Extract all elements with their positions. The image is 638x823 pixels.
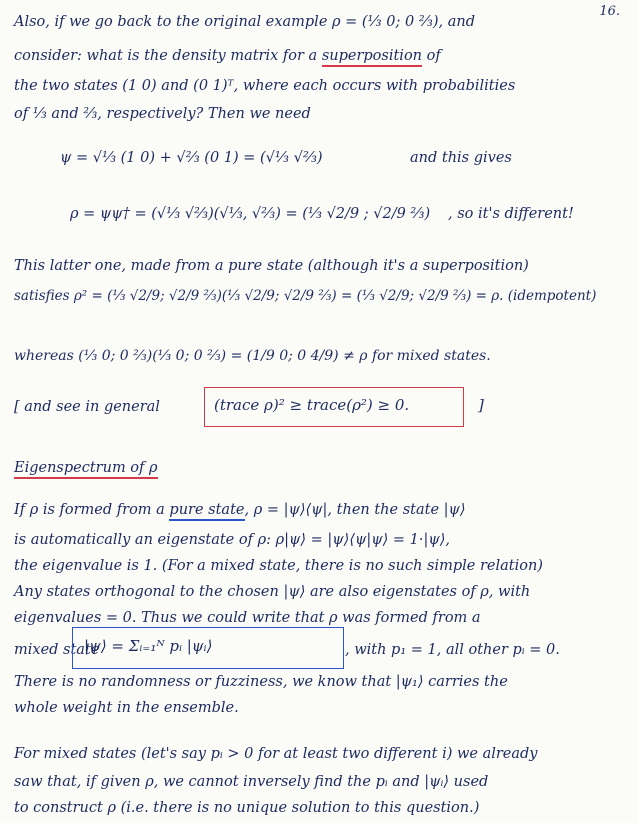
section-title-text: Eigenspectrum of ρ [14,460,158,479]
eigen-line-4: Any states orthogonal to the chosen |ψ⟩ are also eigenstates of ρ, with [14,584,531,600]
eigen-line-1-a: If ρ is formed from a [14,502,170,518]
eigen-line-6-a: mixed state [14,642,100,658]
latter-line-1: This latter one, made from a pure state (although it's a superposition) [14,258,529,274]
page-number: 16. [599,4,620,19]
intro-line-2-c: of [422,48,441,64]
mixed-line-2: saw that, if given ρ, we cannot inversely find the pᵢ and |ψᵢ⟩ used [14,774,489,790]
eigen-line-6-c: , with p₁ = 1, all other pᵢ = 0. [345,642,560,658]
equation-rho-note: , so it's different! [448,206,574,222]
eigen-line-1 [14,500,466,520]
general-open: [ and see in general [14,399,160,415]
eigen-line-5: eigenvalues = 0. Thus we could write that ρ was formed from a [14,610,481,626]
pure-state-underlined: pure state [169,502,244,521]
intro-line-2 [14,46,441,66]
eigen-line-3: the eigenvalue is 1. (For a mixed state, there is no such simple relation) [14,558,543,574]
eigen-line-1-c: , ρ = |ψ⟩⟨ψ|, then the state |ψ⟩ [244,502,466,518]
latter-line-2: satisfies ρ² = (⅓ √2/9; √2/9 ⅔)(⅓ √2/9; √2/9 ⅔) = (⅓ √2/9; √2/9 ⅔) = ρ. (idempotent) [14,288,597,304]
mixed-state-sum: |ψ⟩ = Σᵢ₌₁ᴺ pᵢ |ψᵢ⟩ [84,637,213,655]
equation-psi-note: and this gives [410,150,512,166]
whereas-line: whereas (⅓ 0; 0 ⅔)(⅓ 0; 0 ⅔) = (1/9 0; 0 4/9) ≠ ρ for mixed states. [14,348,491,364]
intro-line-1: Also, if we go back to the original example ρ = (⅓ 0; 0 ⅔), and [14,14,475,30]
superposition-underlined: superposition [322,48,422,67]
eigen-line-8: whole weight in the ensemble. [14,700,239,716]
equation-psi: ψ = √⅓ (1 0) + √⅔ (0 1) = (√⅓ √⅔) [60,150,323,166]
mixed-line-1: For mixed states (let's say pᵢ > 0 for at least two different i) we already [14,746,538,762]
intro-line-4: of ⅓ and ⅔, respectively? Then we need [14,106,311,122]
mixed-line-3: to construct ρ (i.e. there is no unique solution to this question.) [14,800,480,816]
eigen-line-2: is automatically an eigenstate of ρ: ρ|ψ⟩ = |ψ⟩⟨ψ|ψ⟩ = 1·|ψ⟩, [14,532,450,548]
section-title [14,458,158,478]
equation-rho: ρ = ψψ† = (√⅓ √⅔)(√⅓, √⅔) = (⅓ √2/9 ; √2/9 ⅔) [70,206,431,222]
intro-line-2-a: consider: what is the density matrix for a [14,48,322,64]
eigen-line-7: There is no randomness or fuzziness, we know that |ψ₁⟩ carries the [14,674,508,690]
trace-inequality: (trace ρ)² ≥ trace(ρ²) ≥ 0. [214,396,410,414]
general-close: ] [478,396,484,414]
intro-line-3: the two states (1 0) and (0 1)ᵀ, where each occurs with probabilities [14,78,516,94]
